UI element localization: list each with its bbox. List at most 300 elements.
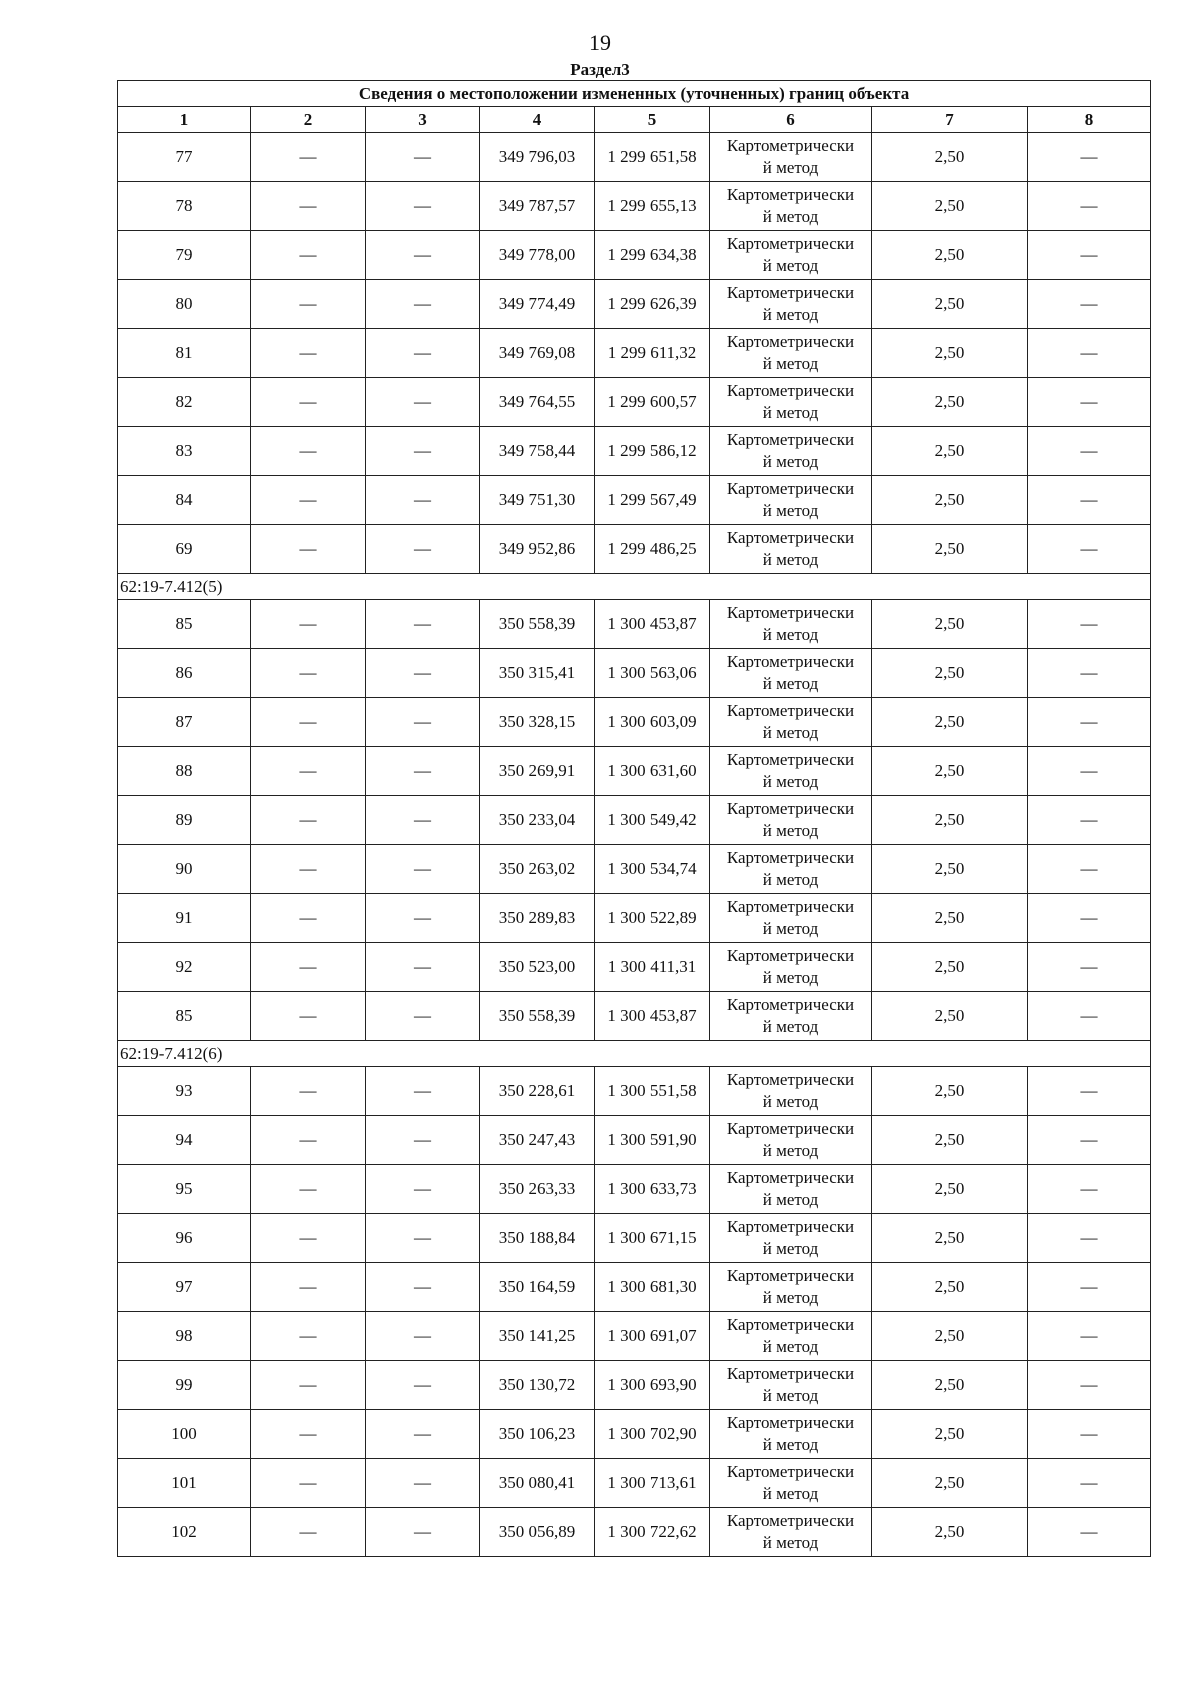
method-cell [710, 1361, 872, 1410]
new-x-cell: 349 758,44 [480, 427, 595, 476]
point-number-cell: 90 [118, 845, 251, 894]
new-y-cell: 1 299 600,57 [595, 378, 710, 427]
column-number: 2 [251, 107, 366, 133]
new-y-cell: 1 299 611,32 [595, 329, 710, 378]
point-number-cell: 84 [118, 476, 251, 525]
new-x-cell: 350 141,25 [480, 1312, 595, 1361]
table-row [118, 1067, 1151, 1116]
point-number-cell: 99 [118, 1361, 251, 1410]
table-row [118, 649, 1151, 698]
description-cell: — [1028, 231, 1151, 280]
description-cell: — [1028, 796, 1151, 845]
accuracy-cell: 2,50 [872, 427, 1028, 476]
method-line-2: й метод [762, 1092, 819, 1111]
old-y-cell: — [366, 1312, 480, 1361]
table-row [118, 525, 1151, 574]
method-cell [710, 1067, 872, 1116]
point-number-cell: 96 [118, 1214, 251, 1263]
description-cell: — [1028, 476, 1151, 525]
old-x-cell: — [251, 992, 366, 1041]
point-number-cell: 78 [118, 182, 251, 231]
method-cell [710, 1410, 872, 1459]
old-y-cell: — [366, 476, 480, 525]
method-cell [710, 427, 872, 476]
point-number-cell: 80 [118, 280, 251, 329]
method-cell [710, 182, 872, 231]
description-cell: — [1028, 1165, 1151, 1214]
old-x-cell: — [251, 649, 366, 698]
old-y-cell: — [366, 992, 480, 1041]
table-row [118, 1508, 1151, 1557]
old-y-cell: — [366, 1165, 480, 1214]
column-number: 5 [595, 107, 710, 133]
point-number-cell: 102 [118, 1508, 251, 1557]
method-line-1: Картометрически [726, 528, 855, 547]
point-number-cell: 89 [118, 796, 251, 845]
new-x-cell: 350 233,04 [480, 796, 595, 845]
method-line-2: й метод [762, 305, 819, 324]
method-line-2: й метод [762, 1386, 819, 1405]
new-x-cell: 350 263,02 [480, 845, 595, 894]
description-cell: — [1028, 378, 1151, 427]
old-y-cell: — [366, 1067, 480, 1116]
point-number-cell: 79 [118, 231, 251, 280]
method-line-2: й метод [762, 403, 819, 422]
new-x-cell: 350 523,00 [480, 943, 595, 992]
accuracy-cell: 2,50 [872, 1459, 1028, 1508]
method-line-1: Картометрически [726, 1462, 855, 1481]
column-number: 8 [1028, 107, 1151, 133]
method-cell [710, 329, 872, 378]
new-x-cell: 350 188,84 [480, 1214, 595, 1263]
new-x-cell: 350 558,39 [480, 600, 595, 649]
description-cell: — [1028, 600, 1151, 649]
new-y-cell: 1 299 651,58 [595, 133, 710, 182]
point-number-cell: 83 [118, 427, 251, 476]
old-y-cell: — [366, 182, 480, 231]
accuracy-cell: 2,50 [872, 378, 1028, 427]
accuracy-cell: 2,50 [872, 280, 1028, 329]
new-y-cell: 1 300 411,31 [595, 943, 710, 992]
new-y-cell: 1 300 563,06 [595, 649, 710, 698]
description-cell: — [1028, 943, 1151, 992]
new-y-cell: 1 300 691,07 [595, 1312, 710, 1361]
description-cell: — [1028, 1263, 1151, 1312]
point-number-cell: 98 [118, 1312, 251, 1361]
method-line-2: й метод [762, 1141, 819, 1160]
new-x-cell: 349 764,55 [480, 378, 595, 427]
new-x-cell: 350 080,41 [480, 1459, 595, 1508]
method-cell [710, 1263, 872, 1312]
method-line-2: й метод [762, 821, 819, 840]
table-row [118, 476, 1151, 525]
new-x-cell: 349 778,00 [480, 231, 595, 280]
new-y-cell: 1 300 631,60 [595, 747, 710, 796]
new-y-cell: 1 300 591,90 [595, 1116, 710, 1165]
section-title: Раздел3 [570, 60, 630, 79]
point-number-cell: 86 [118, 649, 251, 698]
table-row [118, 698, 1151, 747]
old-y-cell: — [366, 329, 480, 378]
method-cell [710, 943, 872, 992]
description-cell: — [1028, 747, 1151, 796]
new-y-cell: 1 299 626,39 [595, 280, 710, 329]
old-y-cell: — [366, 525, 480, 574]
new-x-cell: 350 315,41 [480, 649, 595, 698]
accuracy-cell: 2,50 [872, 600, 1028, 649]
table-row [118, 1214, 1151, 1263]
new-x-cell: 349 769,08 [480, 329, 595, 378]
method-line-1: Картометрически [726, 234, 855, 253]
description-cell: — [1028, 1361, 1151, 1410]
accuracy-cell: 2,50 [872, 476, 1028, 525]
description-cell: — [1028, 894, 1151, 943]
accuracy-cell: 2,50 [872, 1508, 1028, 1557]
old-x-cell: — [251, 1214, 366, 1263]
new-y-cell: 1 300 681,30 [595, 1263, 710, 1312]
point-number-cell: 82 [118, 378, 251, 427]
method-line-2: й метод [762, 501, 819, 520]
accuracy-cell: 2,50 [872, 1214, 1028, 1263]
table-row [118, 378, 1151, 427]
old-y-cell: — [366, 698, 480, 747]
table-row [118, 992, 1151, 1041]
method-line-2: й метод [762, 1017, 819, 1036]
old-x-cell: — [251, 698, 366, 747]
point-number-cell: 93 [118, 1067, 251, 1116]
page-number: 19 [589, 30, 611, 55]
new-y-cell: 1 300 453,87 [595, 992, 710, 1041]
method-line-1: Картометрически [726, 897, 855, 916]
method-line-1: Картометрически [726, 603, 855, 622]
method-line-2: й метод [762, 625, 819, 644]
new-x-cell: 349 787,57 [480, 182, 595, 231]
method-line-2: й метод [762, 452, 819, 471]
method-line-1: Картометрически [726, 430, 855, 449]
new-y-cell: 1 299 655,13 [595, 182, 710, 231]
method-cell [710, 1459, 872, 1508]
table-row [118, 600, 1151, 649]
method-cell [710, 1214, 872, 1263]
new-x-cell: 350 263,33 [480, 1165, 595, 1214]
description-cell: — [1028, 182, 1151, 231]
method-line-2: й метод [762, 256, 819, 275]
old-y-cell: — [366, 600, 480, 649]
point-number-cell: 101 [118, 1459, 251, 1508]
description-cell: — [1028, 698, 1151, 747]
old-y-cell: — [366, 943, 480, 992]
old-x-cell: — [251, 427, 366, 476]
old-x-cell: — [251, 1508, 366, 1557]
method-cell [710, 649, 872, 698]
method-cell [710, 796, 872, 845]
table-row [118, 1361, 1151, 1410]
method-line-1: Картометрически [726, 848, 855, 867]
table-row [118, 1116, 1151, 1165]
old-y-cell: — [366, 894, 480, 943]
table-row [118, 747, 1151, 796]
point-number-cell: 94 [118, 1116, 251, 1165]
old-x-cell: — [251, 476, 366, 525]
new-x-cell: 350 247,43 [480, 1116, 595, 1165]
method-line-2: й метод [762, 158, 819, 177]
new-y-cell: 1 300 702,90 [595, 1410, 710, 1459]
point-number-cell: 85 [118, 600, 251, 649]
table-row [118, 1263, 1151, 1312]
accuracy-cell: 2,50 [872, 698, 1028, 747]
method-line-2: й метод [762, 968, 819, 987]
method-line-1: Картометрически [726, 799, 855, 818]
method-line-1: Картометрически [726, 381, 855, 400]
new-x-cell: 350 328,15 [480, 698, 595, 747]
method-cell [710, 525, 872, 574]
old-y-cell: — [366, 280, 480, 329]
table-caption: Сведения о местоположении измененных (уточненных) границ объекта [118, 81, 1151, 107]
method-cell [710, 698, 872, 747]
accuracy-cell: 2,50 [872, 231, 1028, 280]
method-line-2: й метод [762, 1288, 819, 1307]
column-number: 4 [480, 107, 595, 133]
table-row [118, 845, 1151, 894]
new-x-cell: 350 164,59 [480, 1263, 595, 1312]
description-cell: — [1028, 992, 1151, 1041]
method-line-1: Картометрически [726, 136, 855, 155]
table-row [118, 231, 1151, 280]
method-line-1: Картометрически [726, 1511, 855, 1530]
method-line-1: Картометрически [726, 332, 855, 351]
method-line-2: й метод [762, 550, 819, 569]
old-x-cell: — [251, 1361, 366, 1410]
new-x-cell: 349 774,49 [480, 280, 595, 329]
method-line-2: й метод [762, 723, 819, 742]
method-line-1: Картометрически [726, 1315, 855, 1334]
old-x-cell: — [251, 329, 366, 378]
table-row [118, 1410, 1151, 1459]
old-x-cell: — [251, 231, 366, 280]
method-line-1: Картометрически [726, 1168, 855, 1187]
accuracy-cell: 2,50 [872, 1410, 1028, 1459]
old-x-cell: — [251, 796, 366, 845]
method-line-1: Картометрически [726, 283, 855, 302]
old-x-cell: — [251, 182, 366, 231]
method-line-1: Картометрически [726, 479, 855, 498]
method-cell [710, 845, 872, 894]
old-x-cell: — [251, 133, 366, 182]
method-line-2: й метод [762, 772, 819, 791]
table-caption-row [118, 81, 1151, 107]
description-cell: — [1028, 133, 1151, 182]
new-x-cell: 350 558,39 [480, 992, 595, 1041]
point-number-cell: 100 [118, 1410, 251, 1459]
old-y-cell: — [366, 1508, 480, 1557]
description-cell: — [1028, 649, 1151, 698]
old-x-cell: — [251, 1459, 366, 1508]
description-cell: — [1028, 1312, 1151, 1361]
method-line-2: й метод [762, 1533, 819, 1552]
method-cell [710, 378, 872, 427]
accuracy-cell: 2,50 [872, 796, 1028, 845]
old-x-cell: — [251, 525, 366, 574]
table-row [118, 182, 1151, 231]
old-y-cell: — [366, 378, 480, 427]
old-y-cell: — [366, 796, 480, 845]
old-x-cell: — [251, 600, 366, 649]
new-y-cell: 1 300 633,73 [595, 1165, 710, 1214]
old-x-cell: — [251, 1312, 366, 1361]
old-x-cell: — [251, 378, 366, 427]
accuracy-cell: 2,50 [872, 1312, 1028, 1361]
group-header-row [118, 1041, 1151, 1067]
method-cell [710, 894, 872, 943]
accuracy-cell: 2,50 [872, 133, 1028, 182]
accuracy-cell: 2,50 [872, 182, 1028, 231]
new-x-cell: 349 796,03 [480, 133, 595, 182]
table-row [118, 280, 1151, 329]
method-line-1: Картометрически [726, 1070, 855, 1089]
old-x-cell: — [251, 1410, 366, 1459]
table-row [118, 1312, 1151, 1361]
new-x-cell: 349 751,30 [480, 476, 595, 525]
accuracy-cell: 2,50 [872, 992, 1028, 1041]
point-number-cell: 97 [118, 1263, 251, 1312]
new-y-cell: 1 299 486,25 [595, 525, 710, 574]
old-y-cell: — [366, 231, 480, 280]
new-x-cell: 350 289,83 [480, 894, 595, 943]
point-number-cell: 88 [118, 747, 251, 796]
old-x-cell: — [251, 894, 366, 943]
method-line-1: Картометрически [726, 1217, 855, 1236]
method-cell [710, 747, 872, 796]
new-x-cell: 350 106,23 [480, 1410, 595, 1459]
method-cell [710, 992, 872, 1041]
accuracy-cell: 2,50 [872, 1263, 1028, 1312]
point-number-cell: 81 [118, 329, 251, 378]
new-y-cell: 1 299 586,12 [595, 427, 710, 476]
table-row [118, 796, 1151, 845]
accuracy-cell: 2,50 [872, 845, 1028, 894]
point-number-cell: 91 [118, 894, 251, 943]
new-x-cell: 350 269,91 [480, 747, 595, 796]
old-y-cell: — [366, 1459, 480, 1508]
old-y-cell: — [366, 1410, 480, 1459]
description-cell: — [1028, 1508, 1151, 1557]
accuracy-cell: 2,50 [872, 1361, 1028, 1410]
method-line-1: Картометрически [726, 1413, 855, 1432]
method-line-2: й метод [762, 1435, 819, 1454]
old-x-cell: — [251, 943, 366, 992]
method-cell [710, 1312, 872, 1361]
old-y-cell: — [366, 1214, 480, 1263]
method-line-1: Картометрически [726, 1119, 855, 1138]
accuracy-cell: 2,50 [872, 1165, 1028, 1214]
method-line-1: Картометрически [726, 1266, 855, 1285]
old-y-cell: — [366, 1263, 480, 1312]
new-x-cell: 350 056,89 [480, 1508, 595, 1557]
method-line-2: й метод [762, 207, 819, 226]
method-line-2: й метод [762, 919, 819, 938]
new-y-cell: 1 300 722,62 [595, 1508, 710, 1557]
old-y-cell: — [366, 747, 480, 796]
point-number-cell: 92 [118, 943, 251, 992]
method-line-1: Картометрически [726, 1364, 855, 1383]
group-header-row [118, 574, 1151, 600]
description-cell: — [1028, 1067, 1151, 1116]
method-line-2: й метод [762, 1484, 819, 1503]
table-row [118, 427, 1151, 476]
method-cell [710, 600, 872, 649]
table-row [118, 1165, 1151, 1214]
description-cell: — [1028, 1116, 1151, 1165]
new-y-cell: 1 300 693,90 [595, 1361, 710, 1410]
description-cell: — [1028, 845, 1151, 894]
new-x-cell: 349 952,86 [480, 525, 595, 574]
method-cell [710, 280, 872, 329]
method-cell [710, 1508, 872, 1557]
description-cell: — [1028, 280, 1151, 329]
method-line-1: Картометрически [726, 995, 855, 1014]
column-number: 7 [872, 107, 1028, 133]
table-row [118, 329, 1151, 378]
new-y-cell: 1 300 549,42 [595, 796, 710, 845]
table-row [118, 133, 1151, 182]
point-number-cell: 87 [118, 698, 251, 747]
table-row [118, 943, 1151, 992]
method-cell [710, 1165, 872, 1214]
old-x-cell: — [251, 1165, 366, 1214]
point-number-cell: 85 [118, 992, 251, 1041]
new-y-cell: 1 299 567,49 [595, 476, 710, 525]
parcel-label: 62:19-7.412(6) [118, 1041, 1151, 1067]
description-cell: — [1028, 427, 1151, 476]
old-x-cell: — [251, 1116, 366, 1165]
old-x-cell: — [251, 280, 366, 329]
old-y-cell: — [366, 133, 480, 182]
new-x-cell: 350 130,72 [480, 1361, 595, 1410]
method-line-1: Картометрически [726, 652, 855, 671]
description-cell: — [1028, 1410, 1151, 1459]
method-line-2: й метод [762, 1337, 819, 1356]
old-x-cell: — [251, 1067, 366, 1116]
new-y-cell: 1 300 453,87 [595, 600, 710, 649]
description-cell: — [1028, 329, 1151, 378]
table-row [118, 1459, 1151, 1508]
column-number: 6 [710, 107, 872, 133]
boundary-table [117, 80, 1151, 1557]
method-line-2: й метод [762, 870, 819, 889]
accuracy-cell: 2,50 [872, 1116, 1028, 1165]
accuracy-cell: 2,50 [872, 1067, 1028, 1116]
method-cell [710, 476, 872, 525]
column-number: 1 [118, 107, 251, 133]
method-line-2: й метод [762, 674, 819, 693]
column-number: 3 [366, 107, 480, 133]
new-y-cell: 1 300 713,61 [595, 1459, 710, 1508]
method-line-1: Картометрически [726, 701, 855, 720]
old-y-cell: — [366, 1361, 480, 1410]
old-y-cell: — [366, 649, 480, 698]
description-cell: — [1028, 1214, 1151, 1263]
method-cell [710, 231, 872, 280]
old-y-cell: — [366, 427, 480, 476]
method-line-1: Картометрически [726, 946, 855, 965]
parcel-label: 62:19-7.412(5) [118, 574, 1151, 600]
accuracy-cell: 2,50 [872, 525, 1028, 574]
method-cell [710, 1116, 872, 1165]
method-line-1: Картометрически [726, 185, 855, 204]
table-row [118, 894, 1151, 943]
accuracy-cell: 2,50 [872, 329, 1028, 378]
old-x-cell: — [251, 747, 366, 796]
